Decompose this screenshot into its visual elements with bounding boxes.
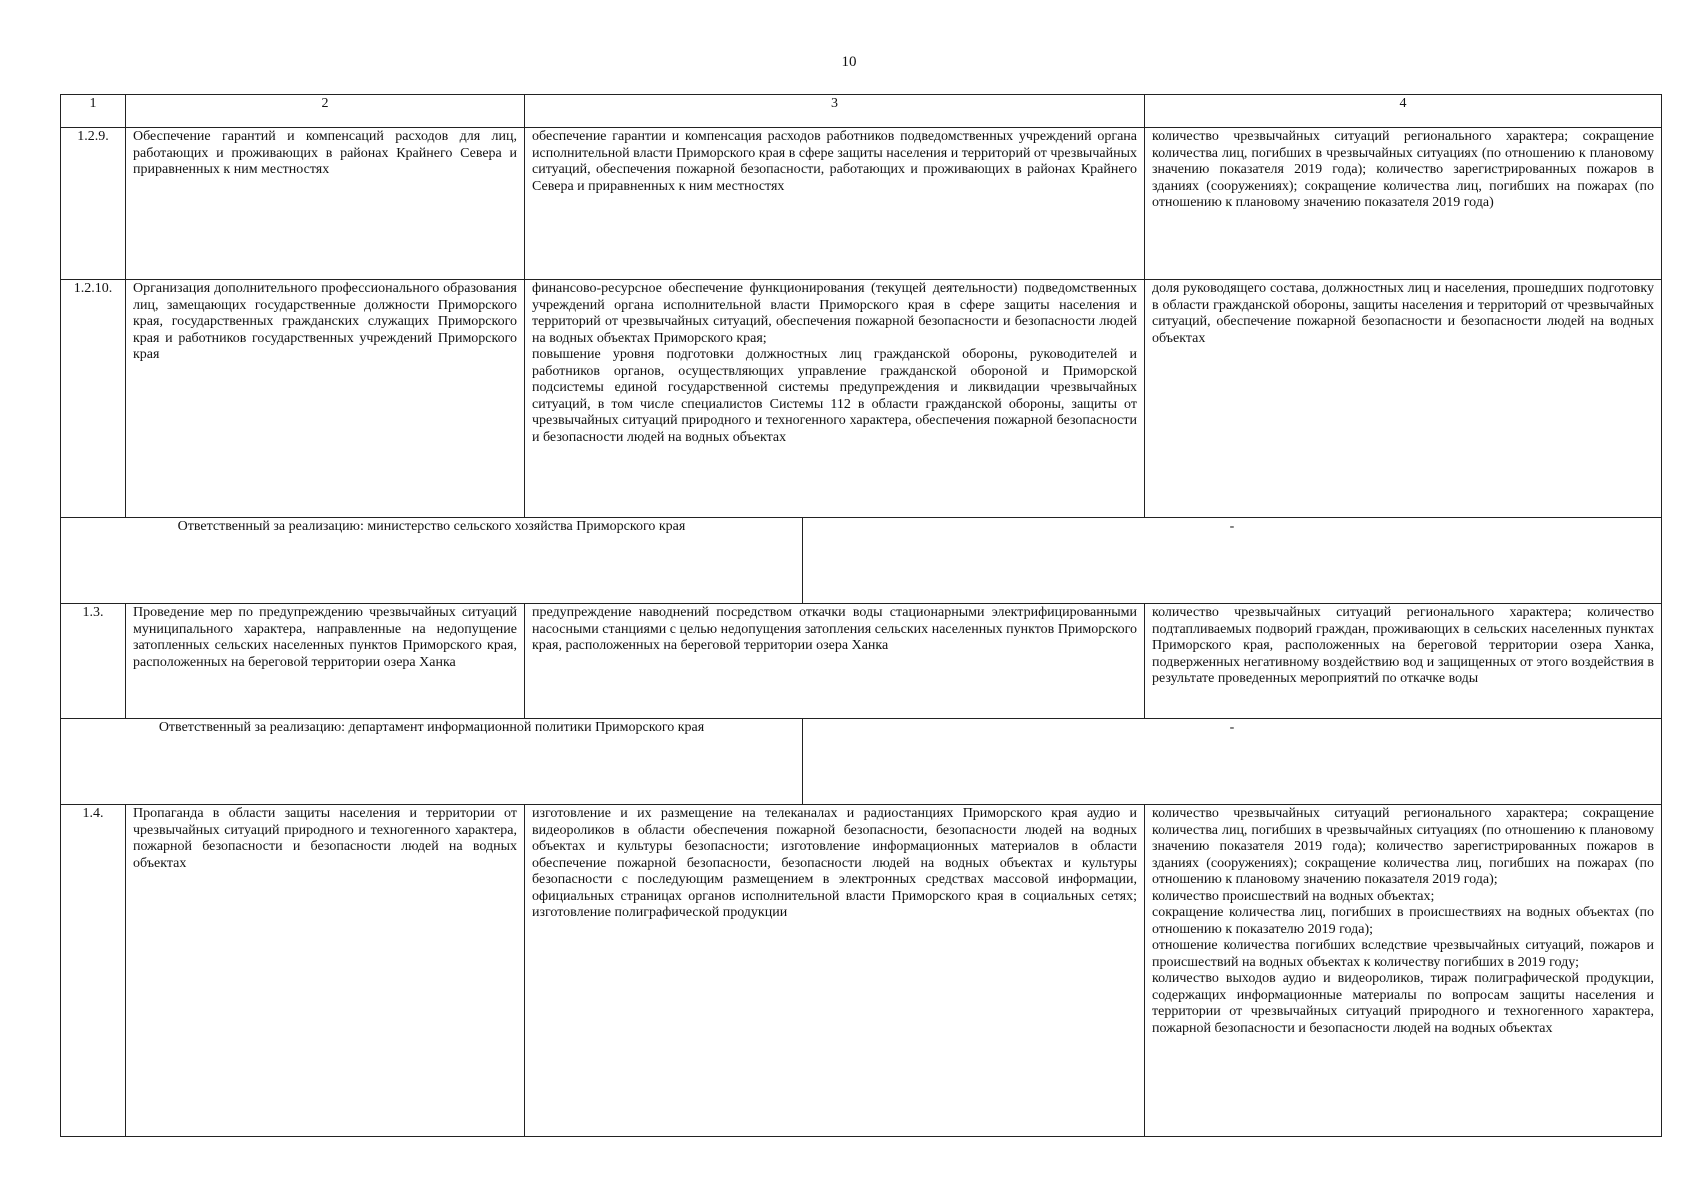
- measure-content-part: финансово-ресурсное обеспечение функционирования (текущей деятельности) подведомственных учреждений органа исполнительной власти Приморского края в сфере защиты населения и территорий от чрезвычайных ситуаций, обеспечения пожарной безопасности и безопасности людей на водных объектах Приморского края;: [532, 281, 1137, 346]
- measure-content-cell: предупреждение наводнений посредством откачки воды стационарными электрифицированными насосными станциями с целью недопущения затопления сельских населенных пунктов Приморского края, расположенных на береговой территории озера Ханка: [525, 604, 1145, 719]
- measure-content-cell: обеспечение гарантии и компенсация расходов работников подведомственных учреждений органа исполнительной власти Приморского края в сфере защиты населения и территорий от чрезвычайных ситуаций, обеспечения пожарной безопасности, работающих и проживающих в районах Крайнего Севера и приравненных к ним местностях: [525, 128, 1145, 280]
- indicator-part: сокращение количества лиц, погибших в происшествиях на водных объектах (по отношению к показателю 2019 года);: [1152, 905, 1654, 937]
- row-number: 1.3.: [61, 604, 126, 719]
- indicator-cell: доля руководящего состава, должностных лиц и населения, прошедших подготовку в области гражданской обороны, защиты населения и территорий от чрезвычайных ситуаций, обеспечение пожарной безопасности и безопасности людей на водных объектах: [1145, 280, 1662, 518]
- table-row: [61, 805, 1662, 1137]
- indicator-part: отношение количества погибших вследствие чрезвычайных ситуаций, пожаров и происшествий на водных объектах к количеству погибших в 2019 году;: [1152, 938, 1654, 970]
- indicator-cell: количество чрезвычайных ситуаций регионального характера; сокращение количества лиц, погибших в чрезвычайных ситуациях (по отношению к плановому значению показателя 2019 года); количество зарегистрированных пожаров в зданиях (сооружениях); сокращение количества лиц, погибших на пожарах (по отношению к плановому значению показателя 2019 года): [1145, 128, 1662, 280]
- indicator-cell: [1145, 805, 1662, 1137]
- header-cell-2: 2: [126, 95, 525, 128]
- measure-content-cell: изготовление и их размещение на телеканалах и радиостанциях Приморского края аудио и видеороликов в области обеспечения пожарной безопасности, безопасности людей на водных объектах и культуры безопасности; изготовление информационных материалов в области обеспечение пожарной безопасности, безопасности людей на водных объектах и культуры безопасности с последующим размещением в электронных средствах массовой информации, официальных страницах органов исполнительной власти Приморского края в социальных сетях; изготовление полиграфической продукции: [525, 805, 1145, 1137]
- measure-content-part: повышение уровня подготовки должностных лиц гражданской обороны, руководителей и работников органов, осуществляющих управление гражданской обороной и Приморской подсистемы единой государственной системы предупреждения и ликвидации чрезвычайных ситуаций, в том числе специалистов Системы 112 в области гражданской обороны, защиты от чрезвычайных ситуаций природного и техногенного характера, обеспечения пожарной безопасности и безопасности людей на водных объектах: [532, 347, 1137, 445]
- responsible-value: -: [803, 719, 1662, 805]
- responsible-label: Ответственный за реализацию: департамент информационной политики Приморского края: [61, 719, 803, 805]
- header-row: [61, 95, 1662, 128]
- responsible-label: Ответственный за реализацию: министерство сельского хозяйства Приморского края: [61, 518, 803, 604]
- measure-name-cell: Проведение мер по предупреждению чрезвычайных ситуаций муниципального характера, направленные на недопущение затопленных сельских населенных пунктов Приморского края, расположенных на береговой территории озера Ханка: [126, 604, 525, 719]
- table-row: [61, 604, 1662, 719]
- responsible-row: [61, 719, 1662, 805]
- program-table: [60, 94, 1662, 1137]
- row-number: 1.4.: [61, 805, 126, 1137]
- indicator-part: количество выходов аудио и видеороликов, тираж полиграфической продукции, содержащих информационные материалы по вопросам защиты населения и территории от чрезвычайных ситуаций природного и техногенного характера, пожарной безопасности и безопасности людей на водных объектах: [1152, 971, 1654, 1036]
- responsible-row: [61, 518, 1662, 604]
- indicator-cell: количество чрезвычайных ситуаций регионального характера; количество подтапливаемых подворий граждан, проживающих в сельских населенных пунктах Приморского края, расположенных на береговой территории озера Ханка, подверженных негативному воздействию вод и защищенных от этого воздействия в результате проведенных мероприятий по откачке воды: [1145, 604, 1662, 719]
- measure-content-cell: [525, 280, 1145, 518]
- measure-name-cell: Обеспечение гарантий и компенсаций расходов для лиц, работающих и проживающих в районах Крайнего Севера и приравненных к ним местностях: [126, 128, 525, 280]
- header-cell-1: 1: [61, 95, 126, 128]
- row-number: 1.2.9.: [61, 128, 126, 280]
- header-cell-3: 3: [525, 95, 1145, 128]
- table-row: [61, 280, 1662, 518]
- measure-name-cell: Организация дополнительного профессионального образования лиц, замещающих государственные должности Приморского края, государственных гражданских служащих Приморского края и работников государственных учреждений Приморского края: [126, 280, 525, 518]
- measure-name-cell: Пропаганда в области защиты населения и территории от чрезвычайных ситуаций природного и техногенного характера, пожарной безопасности и безопасности людей на водных объектах: [126, 805, 525, 1137]
- header-cell-4: 4: [1145, 95, 1662, 128]
- page-number: 10: [841, 54, 857, 70]
- indicator-part: количество чрезвычайных ситуаций регионального характера; сокращение количества лиц, погибших в чрезвычайных ситуациях (по отношению к плановому значению показателя 2019 года); количество зарегистрированных пожаров в зданиях (сооружениях); сокращение количества лиц, погибших на пожарах (по отношению к плановому значению показателя 2019 года);: [1152, 806, 1654, 887]
- responsible-value: -: [803, 518, 1662, 604]
- indicator-part: количество происшествий на водных объектах;: [1152, 888, 1435, 904]
- row-number: 1.2.10.: [61, 280, 126, 518]
- table-row: [61, 128, 1662, 280]
